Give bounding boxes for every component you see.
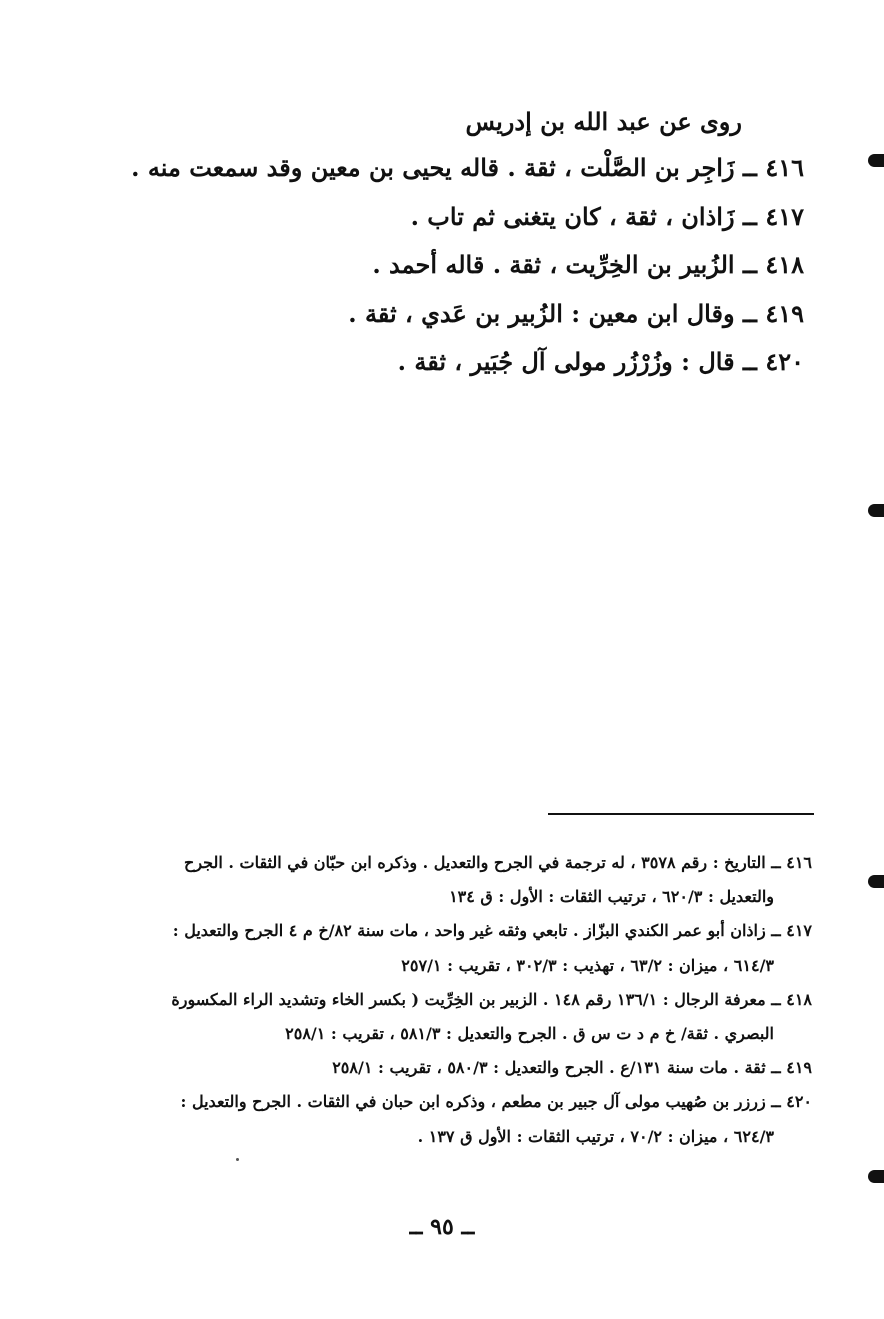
footnote-420-cont: ٦٢٤/٣ ، ميزان : ٧٠/٢ ، ترتيب الثقات : الأول ق ١٣٧ . <box>417 1126 774 1146</box>
scan-speck <box>236 1158 239 1161</box>
footnote-416: ٤١٦ ــ التاريخ : رقم ٣٥٧٨ ، له ترجمة في الجرح والتعديل . وذكره ابن حبّان في الثقات . الجرح <box>183 853 812 872</box>
entry-416: ٤١٦ ــ زَاجِر بن الصَّلْت ، ثقة . قاله يحيى بن معين وقد سمعت منه . <box>131 153 804 182</box>
binding-mark <box>868 1170 884 1183</box>
footnote-419: ٤١٩ ــ ثقة . مات سنة ١٣١/ع . الجرح والتعديل : ٥٨٠/٣ ، تقريب : ٢٥٨/١ <box>332 1058 812 1078</box>
main-text <box>104 100 804 387</box>
intro-line: روى عن عبد الله بن إدريس <box>465 107 742 136</box>
entry-417: ٤١٧ ــ زَاذان ، ثقة ، كان يتغنى ثم تاب . <box>410 201 804 231</box>
binding-mark <box>868 504 884 517</box>
entry-418: ٤١٨ ــ الزُبير بن الخِرِّيت ، ثقة . قاله أحمد . <box>372 250 804 279</box>
entry-419: ٤١٩ ــ وقال ابن معين : الزُبير بن عَدي ، ثقة . <box>348 298 804 328</box>
binding-mark <box>868 154 884 167</box>
footnote-416-cont: والتعديل : ٦٢٠/٣ ، ترتيب الثقات : الأول : ق ١٣٤ <box>449 887 774 907</box>
footnote-418: ٤١٨ ــ معرفة الرجال : ١٣٦/١ رقم ١٤٨ . الزبير بن الخِرِّيت ( بكسر الخاء وتشديد الراء المكسورة <box>171 989 812 1009</box>
footnote-separator <box>548 813 814 815</box>
footnote-417-cont: ٦١٤/٣ ، ميزان : ٦٣/٢ ، تهذيب : ٣٠٢/٣ ، تقريب : ٢٥٧/١ <box>401 955 774 975</box>
footnote-417: ٤١٧ ــ زاذان أبو عمر الكندي البزّاز . تابعي وثقه غير واحد ، مات سنة ٨٢/خ م ٤ الجرح والتعديل : <box>172 921 812 941</box>
footnote-420: ٤٢٠ ــ زرزر بن صُهيب مولى آل جبير بن مطعم ، وذكره ابن حبان في الثقات . الجرح والتعديل : <box>180 1092 812 1112</box>
page-number: ــ ٩٥ ــ <box>409 1214 475 1240</box>
footnote-418-cont: البصري . ثقة/ خ م د ت س ق . الجرح والتعديل : ٥٨١/٣ ، تقريب : ٢٥٨/١ <box>285 1024 774 1044</box>
footnotes <box>122 846 812 1154</box>
binding-mark <box>868 875 884 888</box>
entry-420: ٤٢٠ ــ قال : وزُرْزُر مولى آل جُبَير ، ثقة . <box>397 347 804 376</box>
